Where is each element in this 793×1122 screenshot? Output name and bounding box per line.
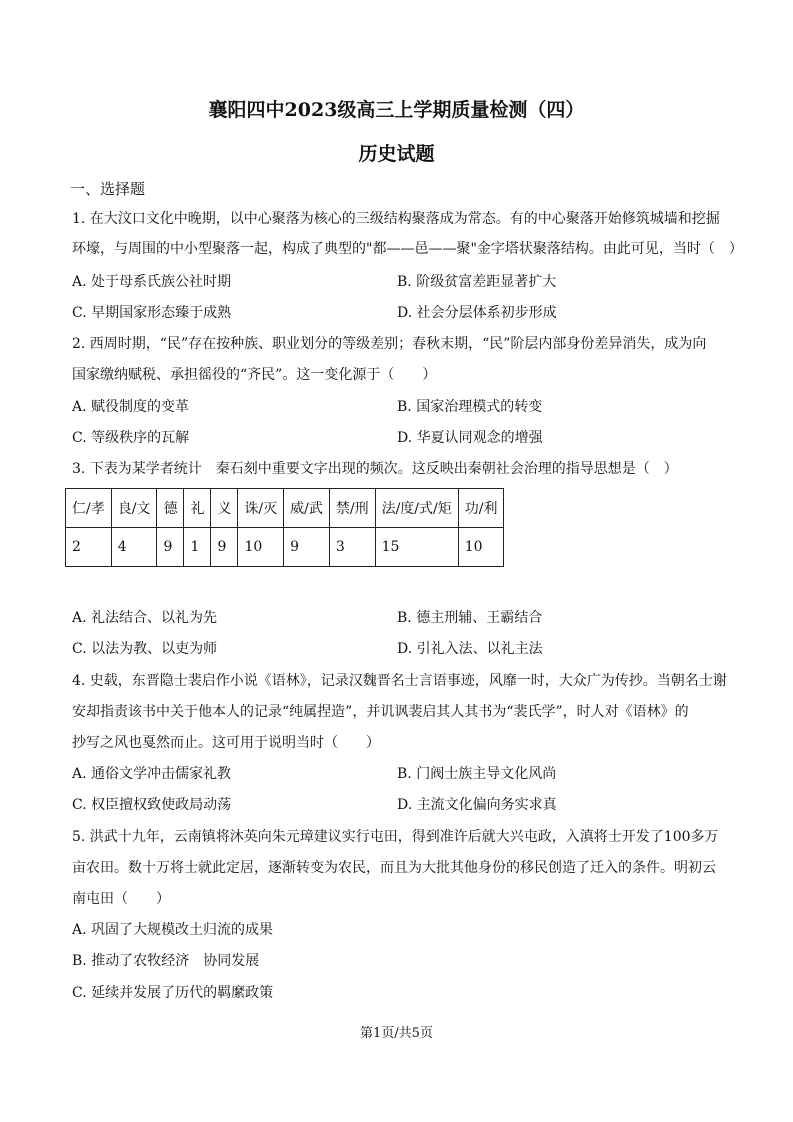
table-header-cell: 诛/灭 xyxy=(238,489,284,528)
q2-option-c[interactable]: C. 等级秩序的瓦解 xyxy=(72,430,190,446)
q3-line-1: 3. 下表为某学者统计 秦石刻中重要文字出现的频次。这反映出秦朝社会治理的指导思想是（ ） xyxy=(72,461,678,477)
q2-option-d[interactable]: D. 华夏认同观念的增强 xyxy=(397,430,543,446)
table-header-row xyxy=(66,489,504,528)
q4-option-a[interactable]: A. 通俗文学冲击儒家礼教 xyxy=(72,766,232,782)
q4-line-2: 安却指责该书中关于他本人的记录“纯属捏造”，并讥讽裴启其人其书为“裴氏学”，时人对《语林》的 xyxy=(72,704,689,720)
table-cell: 9 xyxy=(157,528,184,567)
section-heading: 一、选择题 xyxy=(70,180,146,198)
table-cell: 3 xyxy=(329,528,375,567)
table-header-cell: 法/度/式/矩 xyxy=(375,489,458,528)
q2-line-1: 2. 西周时期，“民”存在按种族、职业划分的等级差别；春秋末期，“民”阶层内部身份差异消失，成为向 xyxy=(72,336,707,352)
q4-option-d[interactable]: D. 主流文化偏向务实求真 xyxy=(397,797,557,813)
table-header-cell: 威/武 xyxy=(284,489,330,528)
q5-line-2: 亩农田。数十万将士就此定居，逐渐转变为农民，而且为大批其他身份的移民创造了迁入的条件。明初云 xyxy=(72,860,716,876)
page-subtitle: 历史试题 xyxy=(358,143,435,165)
table-cell: 10 xyxy=(458,528,504,567)
q4-option-b[interactable]: B. 门阀士族主导文化风尚 xyxy=(397,766,557,782)
q1-option-b[interactable]: B. 阶级贫富差距显著扩大 xyxy=(397,274,557,290)
table-cell: 9 xyxy=(284,528,330,567)
table-cell: 4 xyxy=(111,528,157,567)
q3-option-b[interactable]: B. 德主刑辅、王霸结合 xyxy=(397,610,543,626)
table-cell: 15 xyxy=(375,528,458,567)
q1-line-2: 环壕，与周围的中小型聚落一起，构成了典型的"都——邑——聚"金字塔状聚落结构。由此可见，当时（ ） xyxy=(72,241,743,257)
table-cell: 9 xyxy=(211,528,238,567)
table-header-cell: 德 xyxy=(157,489,184,528)
table-header-cell: 义 xyxy=(211,489,238,528)
page-footer: 第1页/共5页 xyxy=(360,1026,433,1041)
q2-line-2: 国家缴纳赋税、承担徭役的“齐民”。这一变化源于（ ） xyxy=(72,367,437,383)
q1-option-d[interactable]: D. 社会分层体系初步形成 xyxy=(397,305,557,321)
q3-option-d[interactable]: D. 引礼入法、以礼主法 xyxy=(397,641,543,657)
q5-option-a[interactable]: A. 巩固了大规模改土归流的成果 xyxy=(72,922,274,938)
table-row xyxy=(66,528,504,567)
table-header-cell: 仁/孝 xyxy=(66,489,112,528)
q3-option-c[interactable]: C. 以法为教、以吏为师 xyxy=(72,641,218,657)
q5-line-3: 南屯田（ ） xyxy=(72,891,170,907)
q2-option-b[interactable]: B. 国家治理模式的转变 xyxy=(397,399,543,415)
q1-option-a[interactable]: A. 处于母系氏族公社时期 xyxy=(72,274,232,290)
table-header-cell: 良/文 xyxy=(111,489,157,528)
page-title: 襄阳四中2023级高三上学期质量检测（四） xyxy=(208,99,585,121)
table-cell: 1 xyxy=(184,528,211,567)
q5-option-b[interactable]: B. 推动了农牧经济 协同发展 xyxy=(72,953,260,969)
q1-option-c[interactable]: C. 早期国家形态臻于成熟 xyxy=(72,305,232,321)
table-cell: 2 xyxy=(66,528,112,567)
frequency-table xyxy=(65,488,504,567)
q1-line-1: 1. 在大汶口文化中晚期，以中心聚落为核心的三级结构聚落成为常态。有的中心聚落开始修筑城墙和挖掘 xyxy=(72,211,720,227)
q4-option-c[interactable]: C. 权臣擅权致使政局动荡 xyxy=(72,797,232,813)
table-header-cell: 禁/刑 xyxy=(329,489,375,528)
table-header-cell: 功/利 xyxy=(458,489,504,528)
q2-option-a[interactable]: A. 赋役制度的变革 xyxy=(72,399,190,415)
q5-option-c[interactable]: C. 延续并发展了历代的羁縻政策 xyxy=(72,985,274,1001)
table-cell: 10 xyxy=(238,528,284,567)
q4-line-1: 4. 史载，东晋隐士裴启作小说《语林》，记录汉魏晋名士言语事迹，风靡一时，大众广为传抄。当朝名士谢 xyxy=(72,673,727,689)
q5-line-1: 5. 洪武十九年，云南镇将沐英向朱元璋建议实行屯田，得到准许后就大兴屯政，入滇将士开发了100多万 xyxy=(72,829,719,845)
q4-line-3: 抄写之风也戛然而止。这可用于说明当时（ ） xyxy=(72,735,380,751)
table-header-cell: 礼 xyxy=(184,489,211,528)
q3-option-a[interactable]: A. 礼法结合、以礼为先 xyxy=(72,610,218,626)
